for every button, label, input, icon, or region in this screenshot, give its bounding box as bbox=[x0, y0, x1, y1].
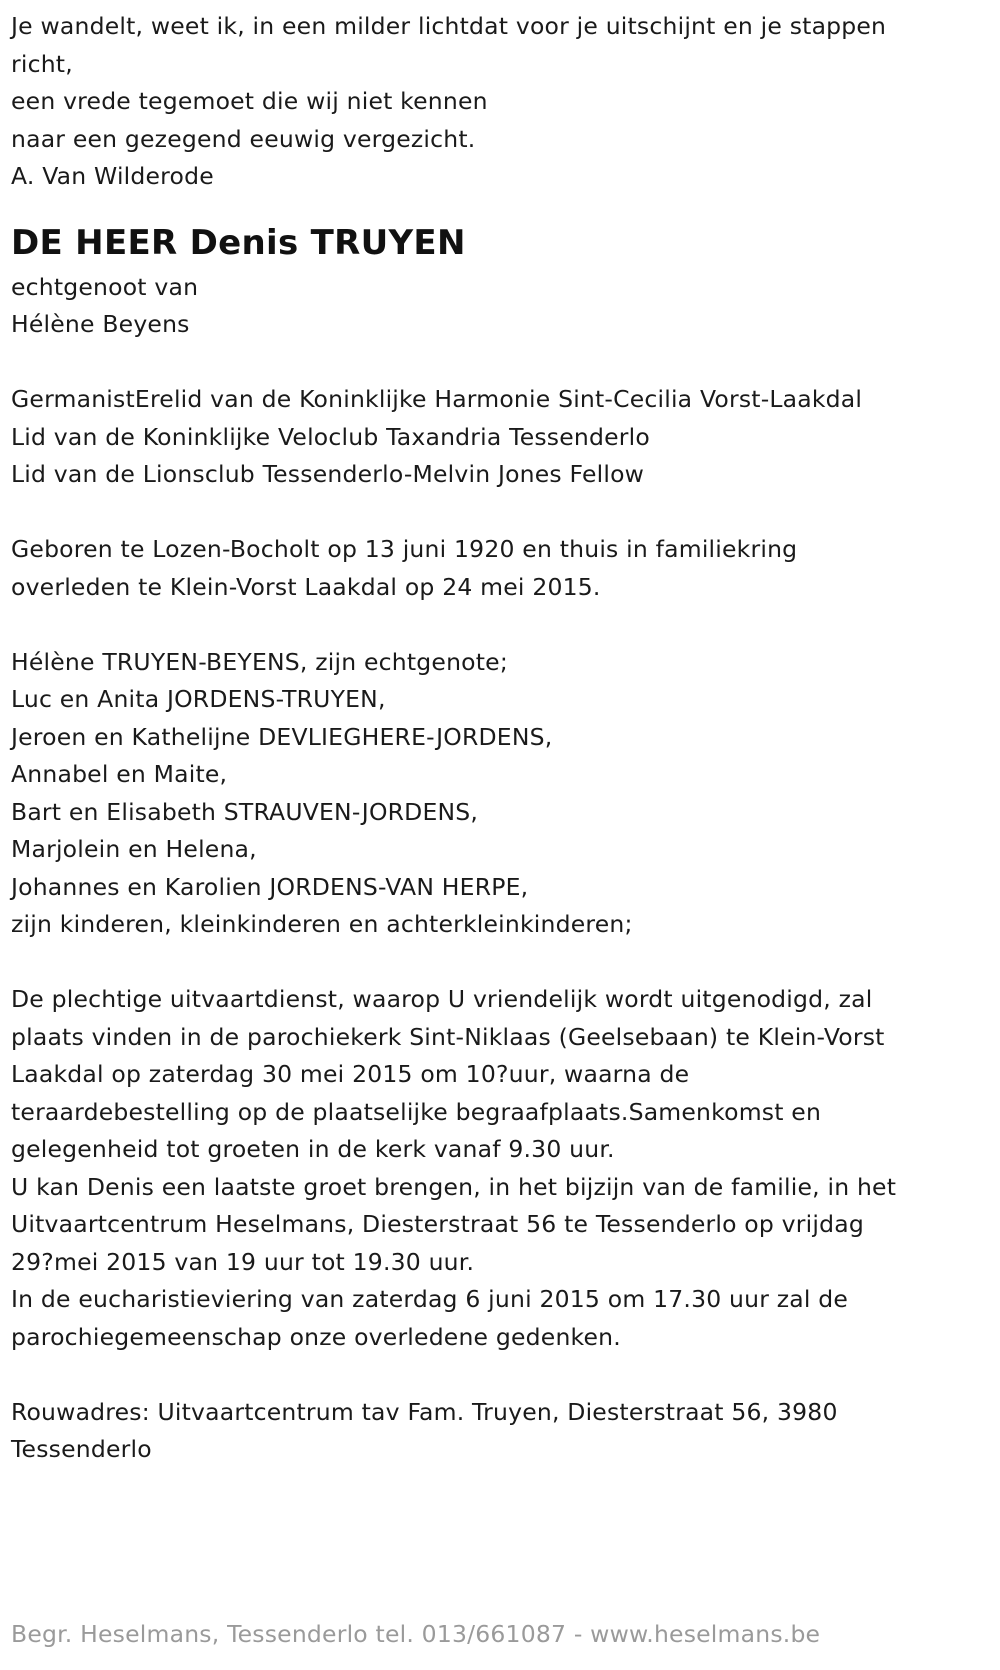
family-line: Bart en Elisabeth STRAUVEN-JORDENS, bbox=[11, 797, 479, 826]
deceased-name: DE HEER Denis TRUYEN bbox=[11, 222, 466, 263]
birth-death-block bbox=[11, 531, 990, 606]
ceremony-line: plaats vinden in de parochiekerk Sint-Niklaas (Geelsebaan) te Klein-Vorst bbox=[11, 1022, 885, 1051]
poem-line: naar een gezegend eeuwig vergezicht. bbox=[11, 124, 476, 153]
ceremony-line: Uitvaartcentrum Heselmans, Diesterstraat 56 te Tessenderlo op vrijdag bbox=[11, 1210, 864, 1238]
family-line: Jeroen en Kathelijne DEVLIEGHERE-JORDENS, bbox=[11, 722, 553, 751]
poem-line: een vrede tegemoet die wij niet kennen bbox=[11, 87, 488, 115]
ceremony-line: U kan Denis een laatste groet brengen, in het bijzijn van de familie, in het bbox=[11, 1172, 897, 1201]
family-line: Johannes en Karolien JORDENS-VAN HERPE, bbox=[11, 872, 529, 901]
birth-death-line: overleden te Klein-Vorst Laakdal op 24 mei 2015. bbox=[11, 572, 601, 601]
ceremony-line: De plechtige uitvaartdienst, waarop U vriendelijk wordt uitgenodigd, zal bbox=[11, 985, 873, 1013]
spouse-line: Hélène Beyens bbox=[11, 310, 190, 338]
membership-line: Lid van de Lionsclub Tessenderlo-Melvin Jones Fellow bbox=[11, 460, 645, 488]
family-line: Marjolein en Helena, bbox=[11, 835, 257, 863]
spacer bbox=[11, 494, 990, 532]
ceremony-line: parochiegemeenschap onze overledene gedenken. bbox=[11, 1322, 621, 1351]
family-block bbox=[11, 644, 990, 944]
poem-author: A. Van Wilderode bbox=[11, 162, 214, 190]
ceremony-line: Laakdal op zaterdag 30 mei 2015 om 10?uur, waarna de bbox=[11, 1060, 690, 1088]
spacer bbox=[11, 1356, 990, 1394]
memberships-block bbox=[11, 381, 990, 494]
address-line: Rouwadres: Uitvaartcentrum tav Fam. Truyen, Diesterstraat 56, 3980 bbox=[11, 1397, 838, 1426]
ceremony-block bbox=[11, 981, 990, 1356]
poem-line: richt, bbox=[11, 49, 73, 78]
spacer bbox=[11, 344, 990, 382]
spouse-block bbox=[11, 269, 990, 344]
membership-line: Lid van de Koninklijke Veloclub Taxandria Tessenderlo bbox=[11, 422, 650, 451]
address-line: Tessenderlo bbox=[11, 1435, 152, 1463]
spacer bbox=[11, 944, 990, 982]
family-line: Annabel en Maite, bbox=[11, 760, 228, 788]
family-line: Luc en Anita JORDENS-TRUYEN, bbox=[11, 685, 386, 713]
spouse-line: echtgenoot van bbox=[11, 272, 199, 301]
ceremony-line: In de eucharistieviering van zaterdag 6 juni 2015 om 17.30 uur zal de bbox=[11, 1285, 849, 1313]
birth-death-line: Geboren te Lozen-Bocholt op 13 juni 1920 en thuis in familiekring bbox=[11, 535, 798, 563]
family-line: Hélène TRUYEN-BEYENS, zijn echtgenote; bbox=[11, 647, 508, 676]
family-line: zijn kinderen, kleinkinderen en achterkleinkinderen; bbox=[11, 910, 633, 938]
ceremony-line: teraardebestelling op de plaatselijke begraafplaats.Samenkomst en bbox=[11, 1097, 822, 1126]
membership-line: GermanistErelid van de Koninklijke Harmonie Sint-Cecilia Vorst-Laakdal bbox=[11, 385, 863, 413]
address-block bbox=[11, 1394, 990, 1469]
poem-block bbox=[11, 8, 990, 196]
funeral-home-footer: Begr. Heselmans, Tessenderlo tel. 013/661087 - www.heselmans.be bbox=[11, 1620, 821, 1648]
ceremony-line: gelegenheid tot groeten in de kerk vanaf 9.30 uur. bbox=[11, 1135, 615, 1163]
ceremony-line: 29?mei 2015 van 19 uur tot 19.30 uur. bbox=[11, 1247, 475, 1276]
spacer bbox=[11, 606, 990, 644]
poem-line: Je wandelt, weet ik, in een milder lichtdat voor je uitschijnt en je stappen bbox=[11, 12, 887, 40]
